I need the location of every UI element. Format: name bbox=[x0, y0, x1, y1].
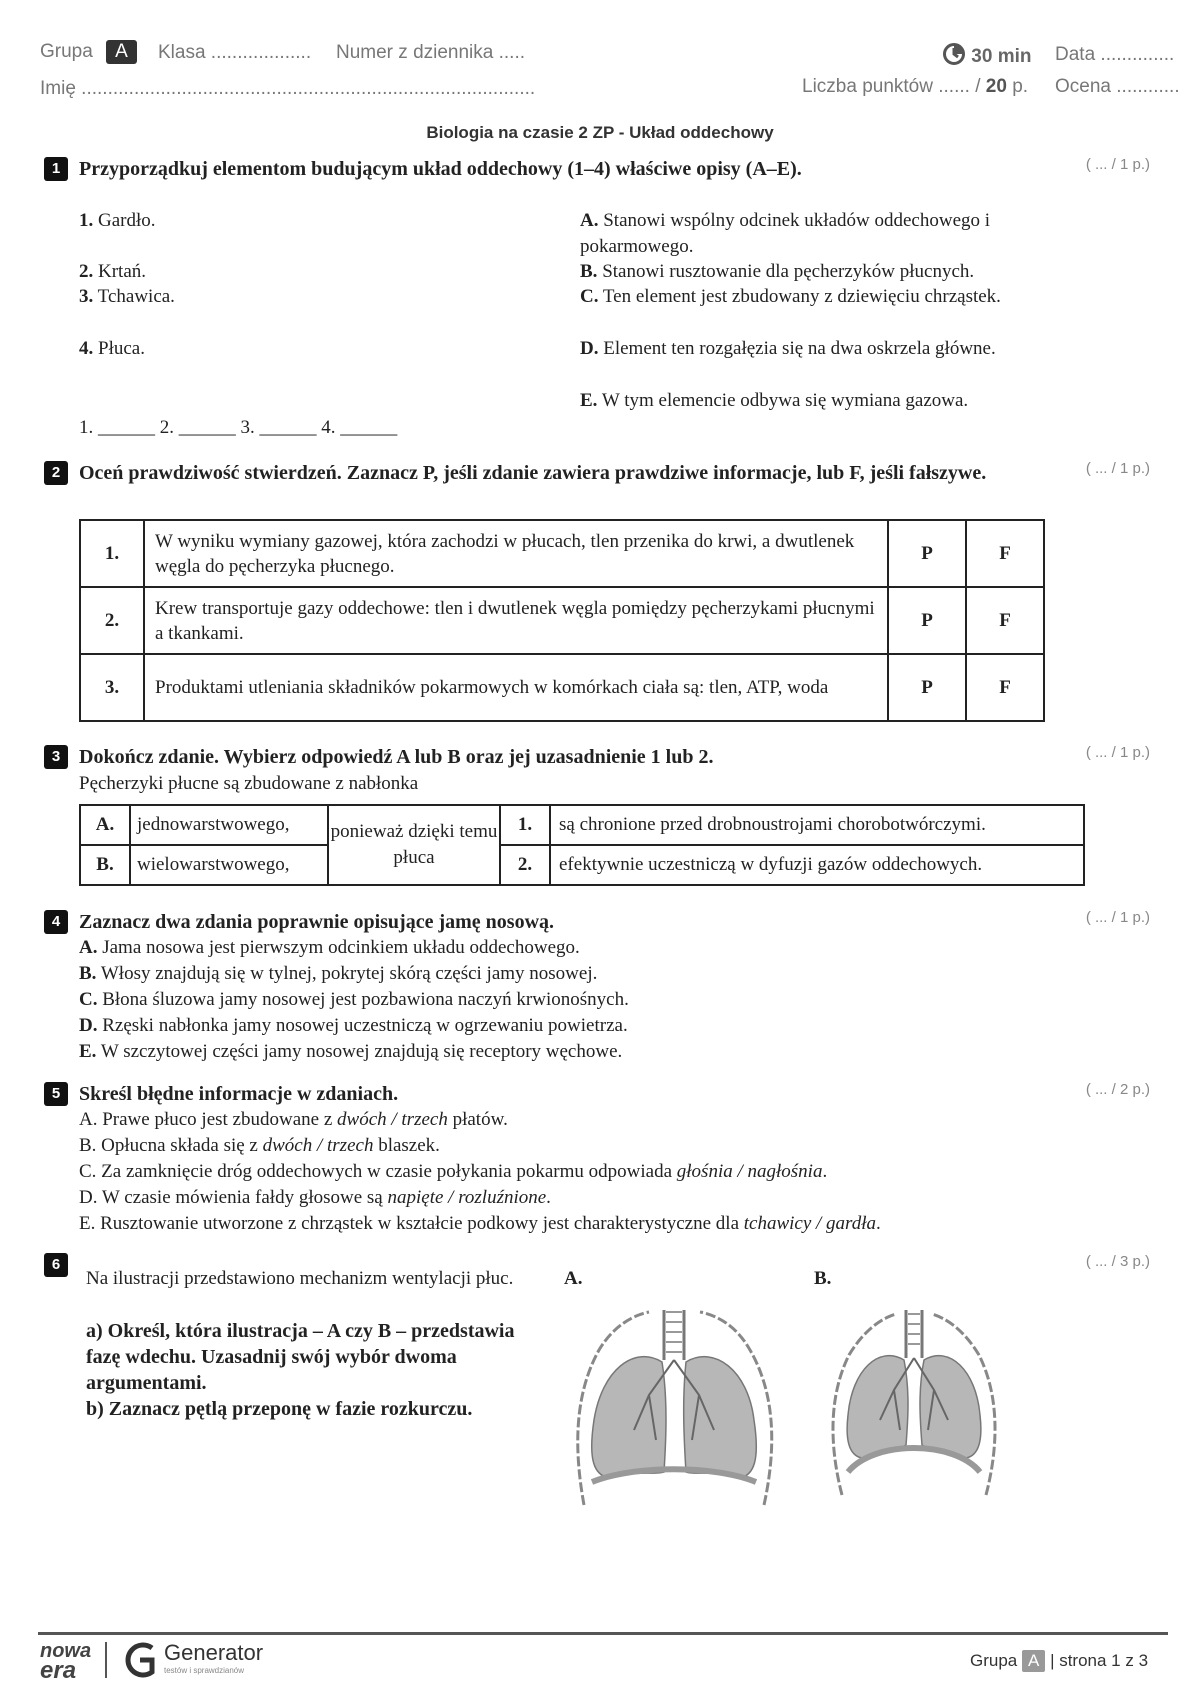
true-false-table bbox=[79, 519, 1045, 722]
option-b[interactable]: B. bbox=[80, 845, 130, 885]
question-number: 4 bbox=[44, 910, 68, 934]
register-number-field[interactable]: Numer z dziennika ..... bbox=[336, 42, 526, 63]
q5-sentence[interactable]: C. Za zamknięcie dróg oddechowych w czasie połykania pokarmu odpowiada głośnia / nagłośnia. bbox=[79, 1161, 828, 1182]
true-option[interactable]: P bbox=[888, 587, 966, 654]
question-2-text: Oceń prawdziwość stwierdzeń. Zaznacz P, jeśli zdanie zawiera prawdziwe informacje, lub F, jeśli fałszywe. bbox=[79, 462, 987, 484]
lungs-illustration-a bbox=[564, 1300, 784, 1510]
nowa-era-logo: nowa era bbox=[40, 1640, 92, 1684]
q1-right-item: E. W tym elemencie odbywa się wymiana gazowa. bbox=[580, 390, 969, 411]
generator-g-icon bbox=[122, 1640, 156, 1680]
question-3-text: Dokończ zdanie. Wybierz odpowiedź A lub B oraz jej uzasadnienie 1 lub 2. bbox=[79, 746, 714, 768]
group-badge: A bbox=[106, 40, 137, 64]
class-field[interactable]: Klasa ................... bbox=[158, 42, 312, 63]
q1-right-item: D. Element ten rozgałęzia się na dwa oskrzela główne. bbox=[580, 338, 996, 359]
true-option[interactable]: P bbox=[888, 654, 966, 721]
figure-b-label: B. bbox=[814, 1268, 832, 1289]
question-number: 1 bbox=[44, 157, 68, 181]
question-number: 6 bbox=[44, 1253, 68, 1277]
question-6-task-b: b) Zaznacz pętlą przeponę w fazie rozkurczu. bbox=[86, 1398, 473, 1420]
name-field[interactable]: Imię ...................................................................................... bbox=[40, 78, 536, 99]
q1-left-item: 1. Gardło. bbox=[79, 210, 156, 231]
question-4-points: ( ... / 1 p.) bbox=[1085, 909, 1150, 926]
time-limit: 30 min bbox=[942, 42, 1031, 72]
question-number: 3 bbox=[44, 745, 68, 769]
question-6-intro: Na ilustracji przedstawiono mechanizm wentylacji płuc. bbox=[86, 1268, 514, 1289]
table-row: 3. Produktami utleniania składników pokarmowych w komórkach ciała są: tlen, ATP, woda P F bbox=[80, 654, 1044, 721]
question-1-text: Przyporządkuj elementom budującym układ oddechowy (1–4) właściwe opisy (A–E). bbox=[79, 158, 802, 180]
q1-right-item: C. Ten element jest zbudowany z dziewięciu chrząstek. bbox=[580, 286, 1001, 307]
question-5-points: ( ... / 2 p.) bbox=[1085, 1081, 1150, 1098]
false-option[interactable]: F bbox=[966, 520, 1044, 587]
q1-right-item: A. Stanowi wspólny odcinek układów oddechowego i pokarmowego. bbox=[580, 210, 991, 257]
q1-left-item: 2. Krtań. bbox=[79, 261, 147, 282]
question-6-task-a: a) Określ, która ilustracja – A czy B – przedstawia fazę wdechu. Uzasadnij swój wybór dwoma argumentami. bbox=[86, 1320, 515, 1394]
question-4-text: Zaznacz dwa zdania poprawnie opisujące jamę nosową. bbox=[79, 911, 555, 933]
choice-table: A. jednowarstwowego, ponieważ dzięki temu płuca 1. są chronione przed drobnoustrojami chorobotwórczymi. B. wielowarstwowego, 2. efektywnie uczestniczą w dyfuzji gazów oddechowych. bbox=[79, 804, 1085, 886]
option-a[interactable]: A. bbox=[80, 805, 130, 845]
q5-sentence[interactable]: A. Prawe płuco jest zbudowane z dwóch / trzech płatów. bbox=[79, 1109, 508, 1130]
lungs-illustration-b bbox=[814, 1300, 1014, 1500]
reason-2[interactable]: 2. bbox=[500, 845, 550, 885]
question-2-points: ( ... / 1 p.) bbox=[1085, 460, 1150, 477]
question-3-stem: Pęcherzyki płucne są zbudowane z nabłonka bbox=[79, 773, 419, 794]
date-field[interactable]: Data .............. bbox=[1055, 44, 1175, 65]
q1-left-item: 4. Płuca. bbox=[79, 338, 145, 359]
q4-option[interactable]: E. W szczytowej części jamy nosowej znajdują się receptory węchowe. bbox=[79, 1041, 623, 1062]
points-field: Liczba punktów ...... / 20 p. bbox=[802, 76, 1029, 97]
footer-page-info: Grupa A | strona 1 z 3 bbox=[970, 1651, 1149, 1670]
group-field bbox=[40, 40, 137, 64]
question-1-points: ( ... / 1 p.) bbox=[1085, 156, 1150, 173]
q4-option[interactable]: B. Włosy znajdują się w tylnej, pokrytej skórą części jamy nosowej. bbox=[79, 963, 598, 984]
q1-left-item: 3. Tchawica. bbox=[79, 286, 175, 307]
question-5-text: Skreśl błędne informacje w zdaniach. bbox=[79, 1083, 399, 1105]
footer-group-badge: A bbox=[1022, 1650, 1045, 1672]
q4-option[interactable]: A. Jama nosowa jest pierwszym odcinkiem układu oddechowego. bbox=[79, 937, 580, 958]
because-cell: ponieważ dzięki temu płuca bbox=[328, 805, 500, 885]
table-row: 2. Krew transportuje gazy oddechowe: tlen i dwutlenek węgla pomiędzy pęcherzykami płucnymi a tkankami. P F bbox=[80, 587, 1044, 654]
false-option[interactable]: F bbox=[966, 587, 1044, 654]
true-option[interactable]: P bbox=[888, 520, 966, 587]
q4-option[interactable]: C. Błona śluzowa jamy nosowej jest pozbawiona naczyń krwionośnych. bbox=[79, 989, 629, 1010]
page-title: Biologia na czasie 2 ZP - Układ oddechowy bbox=[426, 123, 774, 142]
logo-divider bbox=[105, 1642, 107, 1678]
question-number: 5 bbox=[44, 1082, 68, 1106]
figure-a-label: A. bbox=[564, 1268, 583, 1289]
q4-option[interactable]: D. Rzęski nabłonka jamy nosowej uczestniczą w ogrzewaniu powietrza. bbox=[79, 1015, 628, 1036]
q5-sentence[interactable]: E. Rusztowanie utworzone z chrząstek w kształcie podkowy jest charakterystyczne dla tchawicy / gardła. bbox=[79, 1213, 881, 1234]
table-row: 1. W wyniku wymiany gazowej, która zachodzi w płucach, tlen przenika do krwi, a dwutlenek węgla do pęcherzyka płucnego. P F bbox=[80, 520, 1044, 587]
question-3-points: ( ... / 1 p.) bbox=[1085, 744, 1150, 761]
question-number: 2 bbox=[44, 461, 68, 485]
q1-right-item: B. Stanowi rusztowanie dla pęcherzyków płucnych. bbox=[580, 261, 975, 282]
question-6-points: ( ... / 3 p.) bbox=[1085, 1253, 1150, 1270]
q5-sentence[interactable]: B. Opłucna składa się z dwóch / trzech blaszek. bbox=[79, 1135, 440, 1156]
group-label: Grupa bbox=[40, 41, 93, 62]
q1-answer-line[interactable]: 1. ______ 2. ______ 3. ______ 4. ______ bbox=[79, 417, 398, 438]
q5-sentence[interactable]: D. W czasie mówienia fałdy głosowe są napięte / rozluźnione. bbox=[79, 1187, 551, 1208]
clock-icon bbox=[942, 42, 966, 72]
reason-1[interactable]: 1. bbox=[500, 805, 550, 845]
footer-divider bbox=[38, 1632, 1168, 1635]
false-option[interactable]: F bbox=[966, 654, 1044, 721]
grade-field[interactable]: Ocena ............ bbox=[1055, 76, 1180, 97]
